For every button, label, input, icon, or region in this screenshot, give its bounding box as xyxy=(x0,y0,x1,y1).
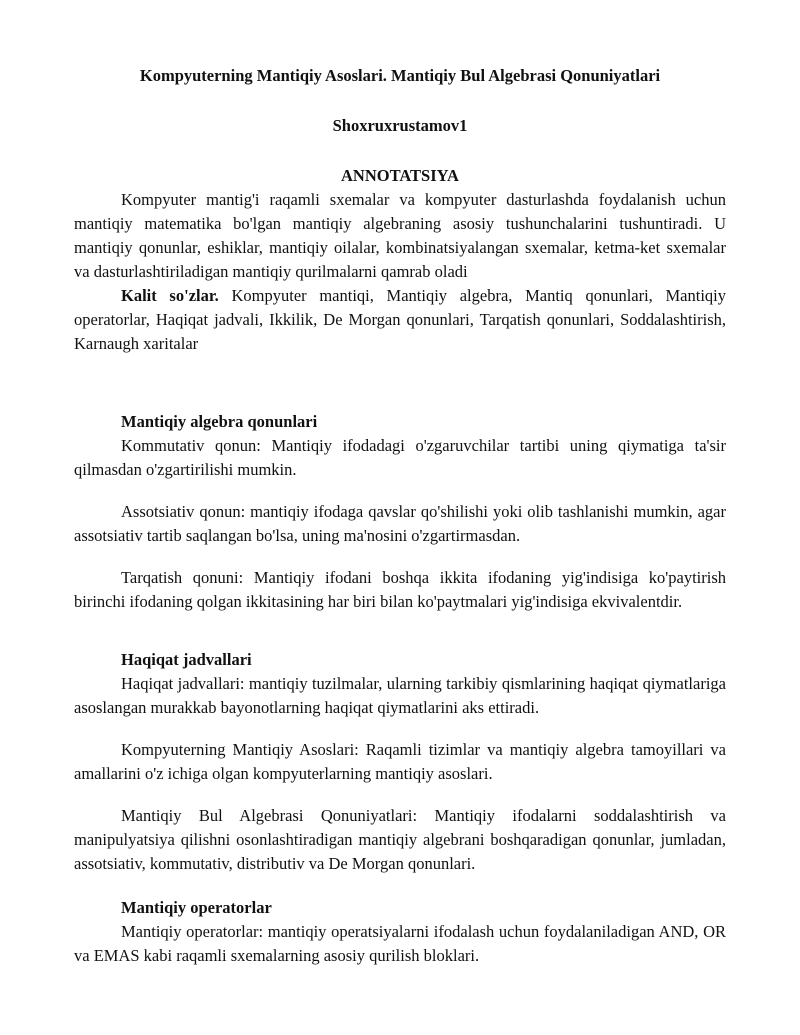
paragraph-commutative: Kommutativ qonun: Mantiqiy ifodadagi o'zgaruvchilar tartibi uning qiymatiga ta'sir qilmasdan o'zgartirilishi mumkin. xyxy=(74,436,726,479)
spacer xyxy=(74,614,726,648)
annotation-text: Kompyuter mantig'i raqamli sxemalar va kompyuter dasturlashda foydalanish uchun mantiqiy matematika bo'lgan mantiqiy algebraning asosiy tushunchalarini tushuntiradi. U mantiqiy qonunlar, eshiklar, mantiqiy oilalar, kombinatsiyalangan sxemalar, ketma-ket sxemalar va dasturlashtiriladigan mantiqiy qurilmalarni qamrab oladi xyxy=(74,190,726,281)
section-heading-truth-tables: Haqiqat jadvallari xyxy=(121,650,252,669)
section-heading-operators: Mantiqiy operatorlar xyxy=(121,898,272,917)
paragraph-logic-foundations: Kompyuterning Mantiqiy Asoslari: Raqamli tizimlar va mantiqiy algebra tamoyillari va amallarini o'z ichiga olgan kompyuterlarning mantiqiy asoslari. xyxy=(74,740,726,783)
keywords-label: Kalit so'zlar. xyxy=(121,286,219,305)
spacer xyxy=(74,356,726,410)
spacer xyxy=(74,876,726,896)
annotation-heading: ANNOTATSIYA xyxy=(341,166,459,185)
section-heading-laws: Mantiqiy algebra qonunlari xyxy=(121,412,318,431)
keywords-text: Kompyuter mantiqi, Mantiqiy algebra, Mantiq qonunlari, Mantiqiy operatorlar, Haqiqat jadvali, Ikkilik, De Morgan qonunlari, Tarqatish qonunlari, Soddalashtirish, Karnaugh xaritalar xyxy=(74,286,726,353)
document-page xyxy=(74,64,726,968)
paragraph-distributive: Tarqatish qonuni: Mantiqiy ifodani boshqa ikkita ifodaning yig'indisiga ko'paytirish birinchi ifodaning qolgan ikkitasining har biri bilan ko'paytmalari yig'indisiga ekvivalentdir. xyxy=(74,568,726,611)
document-title: Kompyuterning Mantiqiy Asoslari. Mantiqiy Bul Algebrasi Qonuniyatlari xyxy=(139,66,661,85)
paragraph-truth-tables: Haqiqat jadvallari: mantiqiy tuzilmalar, ularning tarkibiy qismlarining haqiqat qiymatlariga asoslangan murakkab bayonotlarning haqiqat qiymatlarini aks ettiradi. xyxy=(74,674,726,717)
paragraph-associative: Assotsiativ qonun: mantiqiy ifodaga qavslar qo'shilishi yoki olib tashlanishi mumkin, agar assotsiativ tartib saqlangan bo'lsa, uning ma'nosini o'zgartirmasdan. xyxy=(74,502,726,545)
paragraph-boolean-laws: Mantiqiy Bul Algebrasi Qonuniyatlari: Mantiqiy ifodalarni soddalashtirish va manipulyatsiya qilishni osonlashtiradigan mantiqiy algebrani boshqaradigan qonunlar, jumladan, assotsiativ, kommutativ, distributiv va De Morgan qonunlari. xyxy=(74,806,726,873)
paragraph-operators: Mantiqiy operatorlar: mantiqiy operatsiyalarni ifodalash uchun foydalaniladigan AND, OR va EMAS kabi raqamli sxemalarning asosiy qurilish bloklari. xyxy=(74,922,726,965)
author-name: Shoxruxrustamov1 xyxy=(332,116,468,135)
keywords-paragraph xyxy=(74,284,726,356)
